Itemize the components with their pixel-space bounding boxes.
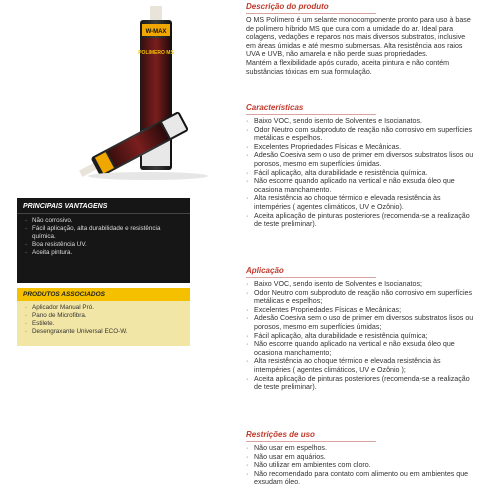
list-item: · Odor Neutro com subproduto de reação não corrosivo em superfícies metálicas e espelhos; [246,289,474,306]
list-item: · Não utilizar em ambientes com cloro. [246,461,474,470]
divider [246,441,376,442]
svg-text:W-MAX: W-MAX [145,29,167,35]
list-item: · Odor Neutro com subproduto de reação não corrosivo em superfícies metálicas e espelhos. [246,126,474,143]
characteristics-section [246,103,474,229]
list-item: · Aceita aplicação de pinturas posteriores (recomenda-se a realização de teste preliminar). [246,212,474,229]
list-item: · Não corrosivo. [25,217,184,225]
list-item: · Baixo VOC, sendo isento de Solventes e Isocianatos; [246,280,474,289]
list-item: · Excelentes Propriedades Físicas e Mecânicas; [246,306,474,315]
list-item: · Alta resistência ao choque térmico e elevada resistência às intempéries ( agentes climáticos, UV e Ozônio). [246,194,474,211]
list-item: · Não usar em espelhos. [246,444,474,453]
advantages-title: PRINCIPAIS VANTAGENS [17,198,190,214]
description-text: O MS Polímero é um selante monocomponente pronto para uso à base de polímero híbrido MS que cura com a umidade do ar. Ideal para colagens, vedações e reparos nos mais diversos substratos, inclusive em áreas úmidas e até mesmo submersas. Alta resistência aos raios UVA e UVB, não amarela e não perde suas propriedades. [246,16,471,59]
list-item: · Estilete. [25,320,184,328]
advantages-list [17,217,190,257]
list-item: · Fácil aplicação, alta durabilidade e resistência química. [246,169,474,178]
application-section [246,266,474,392]
cartridge-lying [76,111,189,182]
associated-products-box [17,288,190,346]
list-item: · Alta resistência ao choque térmico e elevada resistência às intempéries ( agentes climáticos, UV e Ozônio ); [246,357,474,374]
description-text-2: Mantém a flexibilidade após curado, aceita pintura e não contém substâncias tóxicas em sua formulação. [246,58,450,76]
list-item: · Aceita aplicação de pinturas posteriores (recomenda-se a realização de teste preliminar). [246,375,474,392]
list-item: · Fácil aplicação, alta durabilidade e resistência química; [246,332,474,341]
list-item: · Pano de Microfibra. [25,312,184,320]
list-item: · Não escorre quando aplicado na vertical e não exsuda óleo que ocasiona manchamento. [246,177,474,194]
restrictions-section [246,430,474,487]
advantages-box [17,198,190,283]
characteristics-list [246,117,474,229]
list-item: · Adesão Coesiva sem o uso de primer em diversos substratos lisos ou porosos, mesmo em superfícies úmidas; [246,314,474,331]
application-list [246,280,474,392]
divider [246,13,376,14]
list-item: · Aplicador Manual Pró. [25,304,184,312]
list-item: · Aceita pintura. [25,249,184,257]
list-item: · Excelentes Propriedades Físicas e Mecânicas. [246,143,474,152]
restrictions-list [246,444,474,487]
description-title: Descrição do produto [246,2,329,11]
associated-title: PRODUTOS ASSOCIADOS [17,288,190,301]
list-item: · Adesão Coesiva sem o uso de primer em diversos substratos lisos ou porosos, mesmo em superfícies úmidas. [246,151,474,168]
associated-list [17,304,190,336]
list-item: · Fácil aplicação, alta durabilidade e resistência química. [25,225,184,241]
divider [246,277,376,278]
divider [246,114,376,115]
application-title: Aplicação [246,266,284,275]
svg-text:POLIMERO MS: POLIMERO MS [138,50,174,56]
list-item: · Não usar em aquários. [246,453,474,462]
list-item: · Não recomendado para contato com alimento ou em ambientes que exsudam óleo. [246,470,474,487]
list-item: · Não escorre quando aplicado na vertical e não exsuda óleo que ocasiona manchamento; [246,340,474,357]
list-item: · Baixo VOC, sendo isento de Solventes e Isocianatos. [246,117,474,126]
description-section [246,2,474,76]
list-item: · Desengraxante Universal ECO-W. [25,328,184,336]
characteristics-title: Características [246,103,304,112]
list-item: · Boa resistência UV. [25,241,184,249]
product-image [68,6,228,182]
restrictions-title: Restrições de uso [246,430,315,439]
